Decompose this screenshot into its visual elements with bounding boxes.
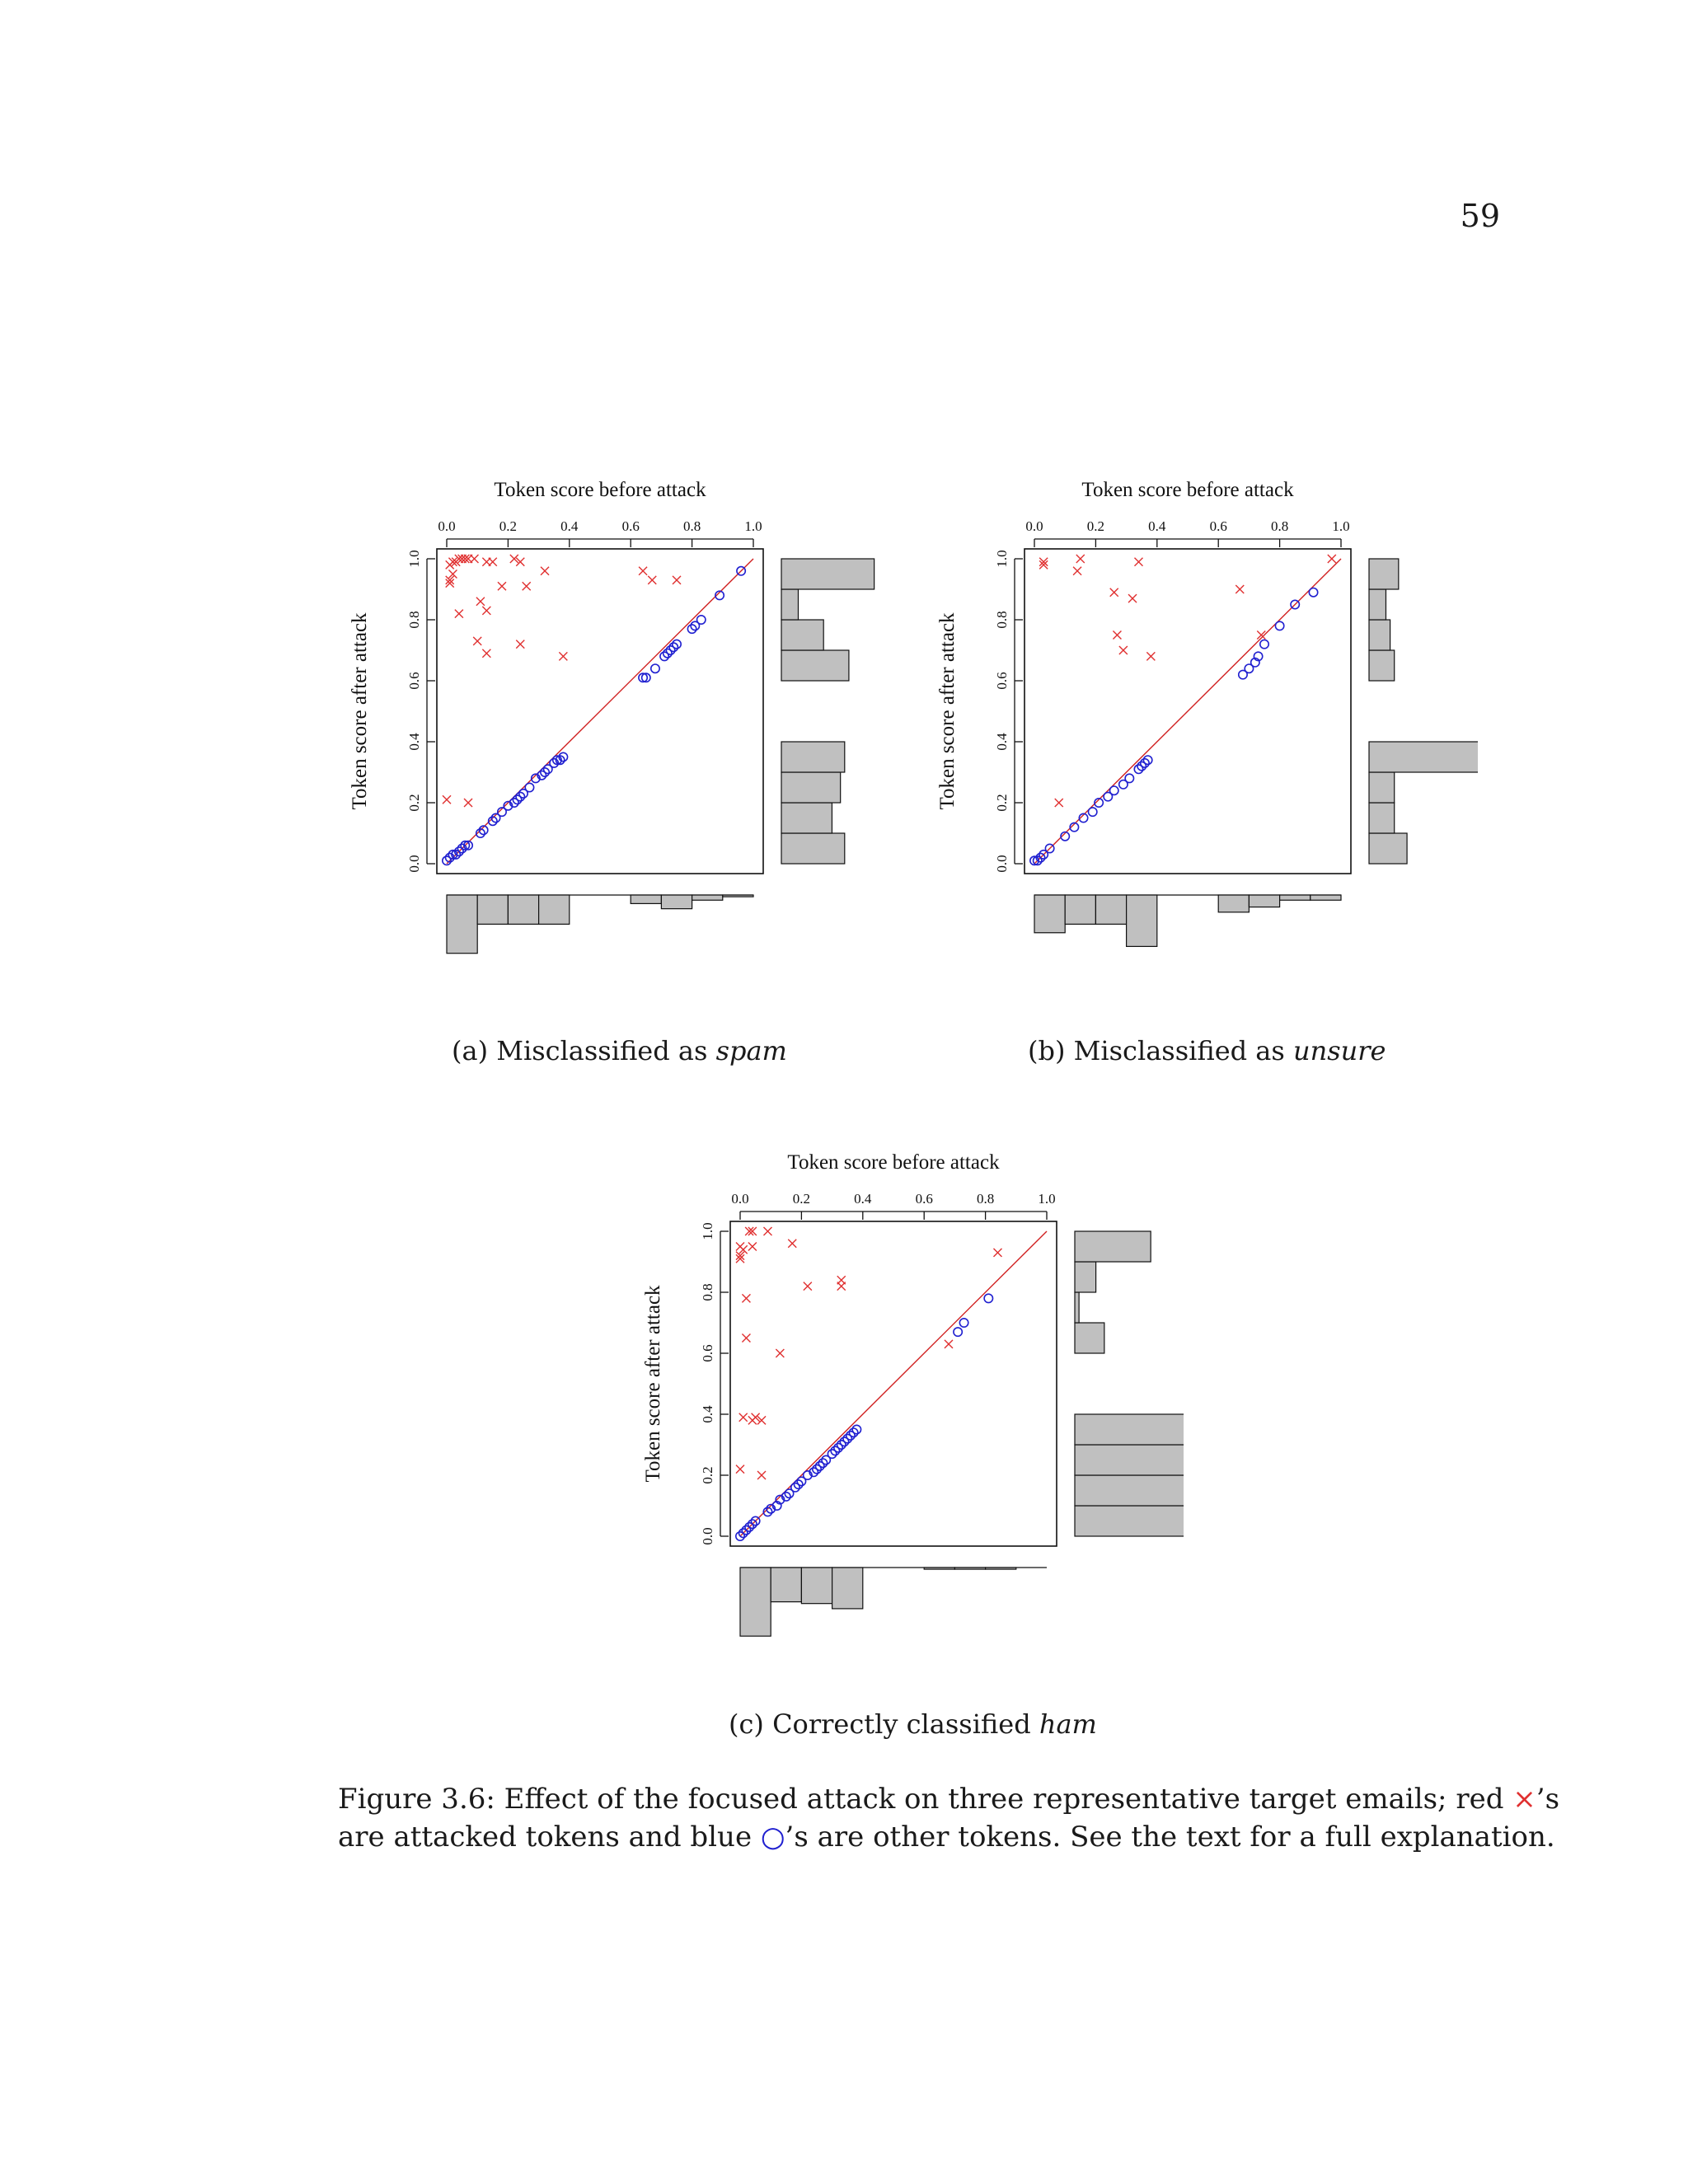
x-hist-bar	[1095, 895, 1126, 924]
attacked-token-point	[1236, 585, 1244, 593]
y-hist-bar	[1075, 1445, 1184, 1475]
x-hist-bar	[1218, 895, 1249, 912]
y-tick-label: 1.0	[406, 550, 422, 568]
y-hist-bar	[1075, 1231, 1151, 1262]
y-hist-bar	[781, 620, 823, 650]
x-tick-label: 0.2	[1086, 518, 1105, 534]
x-hist-bar	[477, 895, 508, 924]
y-axis-title: Token score after attack	[936, 612, 959, 810]
scatter-panel-c	[623, 1134, 1184, 1645]
y-tick-label: 0.6	[406, 672, 422, 690]
y-tick-label: 0.4	[994, 733, 1010, 751]
y-hist-bar	[1075, 1292, 1079, 1323]
caption-line-2	[338, 1818, 1555, 1856]
caption-text: are attacked tokens and blue	[338, 1821, 761, 1854]
y-tick-label: 0.2	[700, 1466, 715, 1484]
attacked-token-point	[482, 649, 490, 658]
y-tick-label: 1.0	[700, 1222, 715, 1240]
subcaption-emph: ham	[1039, 1708, 1097, 1740]
subcaption-label: (a)	[452, 1035, 489, 1066]
subcaption-a	[452, 1035, 787, 1066]
attacked-token-point	[523, 582, 531, 590]
other-token-point	[1260, 640, 1268, 648]
x-axis-title: Token score before attack	[787, 1151, 1000, 1174]
attacked-token-point	[748, 1243, 757, 1251]
attacked-token-point	[736, 1465, 744, 1474]
x-tick-label: 1.0	[1332, 518, 1350, 534]
attacked-token-point	[464, 799, 472, 807]
x-axis-title: Token score before attack	[494, 479, 706, 501]
y-hist-bar	[1369, 772, 1395, 803]
y-tick-label: 0.0	[406, 855, 422, 873]
subcaption-text: Correctly classified	[772, 1708, 1031, 1740]
x-tick-label: 0.0	[438, 518, 456, 534]
subcaption-label: (b)	[1028, 1035, 1066, 1066]
x-hist-bar	[1280, 895, 1311, 900]
x-axis-title: Token score before attack	[1081, 479, 1294, 501]
x-tick-label: 0.4	[1148, 518, 1166, 534]
attacked-token-point	[673, 576, 681, 584]
caption-text: Figure 3.6: Effect of the focused attack on three representative target emails; red	[338, 1783, 1513, 1816]
attacked-token-point	[1113, 631, 1121, 640]
subcaption-text: Misclassified as	[1073, 1035, 1285, 1066]
y-hist-bar	[1075, 1475, 1184, 1506]
y-hist-bar	[1075, 1506, 1184, 1536]
x-tick-label: 0.2	[792, 1191, 811, 1207]
page-number: 59	[1460, 198, 1500, 234]
x-tick-label: 1.0	[1038, 1191, 1056, 1207]
attacked-token-point	[476, 598, 485, 606]
attacked-token-point	[1076, 555, 1085, 563]
attacked-token-point	[776, 1349, 784, 1357]
figure-caption	[338, 1780, 1560, 1856]
y-hist-bar	[781, 589, 798, 620]
x-hist-bar	[954, 1568, 985, 1569]
x-tick-label: 0.2	[499, 518, 518, 534]
x-hist-bar	[631, 895, 661, 903]
attacked-token-point	[559, 652, 567, 660]
x-hist-bar	[1311, 895, 1341, 900]
y-tick-label: 0.6	[700, 1344, 715, 1362]
y-tick-label: 1.0	[994, 550, 1010, 568]
other-token-point	[525, 783, 533, 791]
x-hist-bar	[447, 895, 477, 954]
y-axis-title: Token score after attack	[642, 1285, 664, 1483]
x-tick-label: 0.6	[621, 518, 640, 534]
y-hist-bar	[1369, 559, 1399, 589]
attacked-token-point	[763, 1227, 771, 1235]
other-token-point	[1309, 588, 1317, 597]
attacked-token-point	[804, 1282, 812, 1291]
other-token-point	[1125, 774, 1133, 782]
x-hist-bar	[1249, 895, 1279, 907]
attacked-token-point	[541, 567, 549, 575]
attacked-token-point	[837, 1282, 846, 1291]
attacked-token-point	[1055, 799, 1063, 807]
x-hist-bar	[539, 895, 570, 924]
attacked-token-point	[455, 610, 463, 618]
x-tick-label: 0.8	[682, 518, 701, 534]
y-tick-label: 0.6	[994, 672, 1010, 690]
x-hist-bar	[771, 1568, 801, 1602]
subcaption-text: Misclassified as	[496, 1035, 708, 1066]
subcaption-b	[1028, 1035, 1386, 1066]
x-tick-label: 0.6	[1209, 518, 1227, 534]
attacked-token-point	[648, 576, 656, 584]
subcaption-label: (c)	[729, 1708, 764, 1740]
y-hist-bar	[1075, 1323, 1104, 1353]
y-tick-label: 0.0	[994, 855, 1010, 873]
y-hist-bar	[1369, 742, 1478, 772]
attacked-token-point	[739, 1413, 748, 1422]
x-tick-label: 0.0	[731, 1191, 749, 1207]
y-tick-label: 0.4	[700, 1405, 715, 1423]
y-hist-bar	[781, 803, 832, 833]
attacked-token-point	[489, 558, 497, 566]
x-hist-bar	[801, 1568, 832, 1604]
other-token-point	[651, 664, 659, 673]
attacked-token-point	[443, 795, 451, 804]
attacked-token-point	[1134, 558, 1142, 566]
x-hist-bar	[723, 895, 753, 897]
attacked-token-point	[993, 1249, 1001, 1257]
y-hist-bar	[1369, 803, 1395, 833]
subcaption-emph: unsure	[1292, 1035, 1386, 1066]
x-hist-bar	[692, 895, 723, 900]
scatter-panel-b	[917, 462, 1478, 972]
x-hist-bar	[661, 895, 692, 909]
other-token-point	[1088, 808, 1096, 816]
y-tick-label: 0.2	[406, 794, 422, 812]
subcaption-emph: spam	[715, 1035, 787, 1066]
attacked-token-point	[516, 640, 524, 649]
x-hist-bar	[832, 1568, 863, 1609]
x-hist-bar	[986, 1568, 1016, 1569]
attacked-token-point	[742, 1334, 750, 1343]
other-token-point	[954, 1328, 962, 1336]
scatter-panel-a	[330, 462, 890, 972]
y-hist-bar	[1369, 589, 1386, 620]
y-axis-title: Token score after attack	[349, 612, 371, 810]
attacked-token-point	[473, 637, 481, 645]
other-token-point	[959, 1319, 968, 1327]
y-tick-label: 0.8	[406, 611, 422, 629]
attacked-token-point	[1128, 594, 1137, 602]
y-hist-bar	[781, 772, 841, 803]
attacked-token-point	[639, 567, 647, 575]
attacked-token-point	[470, 555, 478, 563]
attacked-token-point	[498, 582, 506, 590]
x-hist-bar	[508, 895, 538, 924]
x-tick-label: 0.0	[1025, 518, 1043, 534]
attacked-token-point	[788, 1240, 796, 1248]
attacked-token-point	[482, 607, 490, 615]
y-tick-label: 0.2	[994, 794, 1010, 812]
attacked-token-point	[1119, 646, 1128, 654]
caption-text: ’s	[1536, 1783, 1560, 1816]
attacked-token-point	[1110, 588, 1118, 597]
other-token-point	[1110, 786, 1118, 794]
y-hist-bar	[1369, 650, 1395, 681]
y-hist-bar	[1369, 833, 1407, 864]
attacked-token-point	[1073, 567, 1081, 575]
y-hist-bar	[781, 742, 845, 772]
y-tick-label: 0.8	[700, 1283, 715, 1301]
other-token-point	[1275, 621, 1283, 630]
y-tick-label: 0.4	[406, 733, 422, 751]
caption-line-1	[338, 1780, 1560, 1818]
x-tick-label: 0.4	[854, 1191, 872, 1207]
other-token-point	[697, 616, 706, 624]
y-tick-label: 0.0	[700, 1527, 715, 1545]
y-hist-bar	[1369, 620, 1390, 650]
identity-line	[1034, 559, 1341, 864]
identity-line	[447, 559, 753, 864]
x-tick-label: 0.6	[915, 1191, 933, 1207]
x-hist-bar	[1034, 895, 1065, 933]
attacked-token-point	[1328, 555, 1336, 563]
blue-circle-symbol: ○	[760, 1821, 785, 1854]
y-hist-bar	[1075, 1414, 1184, 1445]
y-hist-bar	[781, 650, 849, 681]
x-tick-label: 0.8	[1270, 518, 1289, 534]
other-token-point	[984, 1294, 992, 1302]
y-hist-bar	[781, 559, 874, 589]
x-tick-label: 1.0	[744, 518, 762, 534]
attacked-token-point	[1146, 652, 1155, 660]
x-hist-bar	[924, 1568, 954, 1569]
subcaption-c	[729, 1708, 1097, 1740]
attacked-token-point	[742, 1294, 750, 1302]
red-x-symbol: ×	[1512, 1783, 1536, 1816]
attacked-token-point	[757, 1471, 766, 1479]
caption-text: ’s are other tokens. See the text for a full explanation.	[785, 1821, 1555, 1854]
attacked-token-point	[945, 1340, 953, 1348]
x-hist-bar	[1127, 895, 1157, 946]
x-hist-bar	[740, 1568, 771, 1636]
y-tick-label: 0.8	[994, 611, 1010, 629]
y-hist-bar	[781, 833, 845, 864]
x-tick-label: 0.8	[976, 1191, 995, 1207]
x-tick-label: 0.4	[560, 518, 579, 534]
x-hist-bar	[1065, 895, 1095, 924]
y-hist-bar	[1075, 1262, 1096, 1292]
